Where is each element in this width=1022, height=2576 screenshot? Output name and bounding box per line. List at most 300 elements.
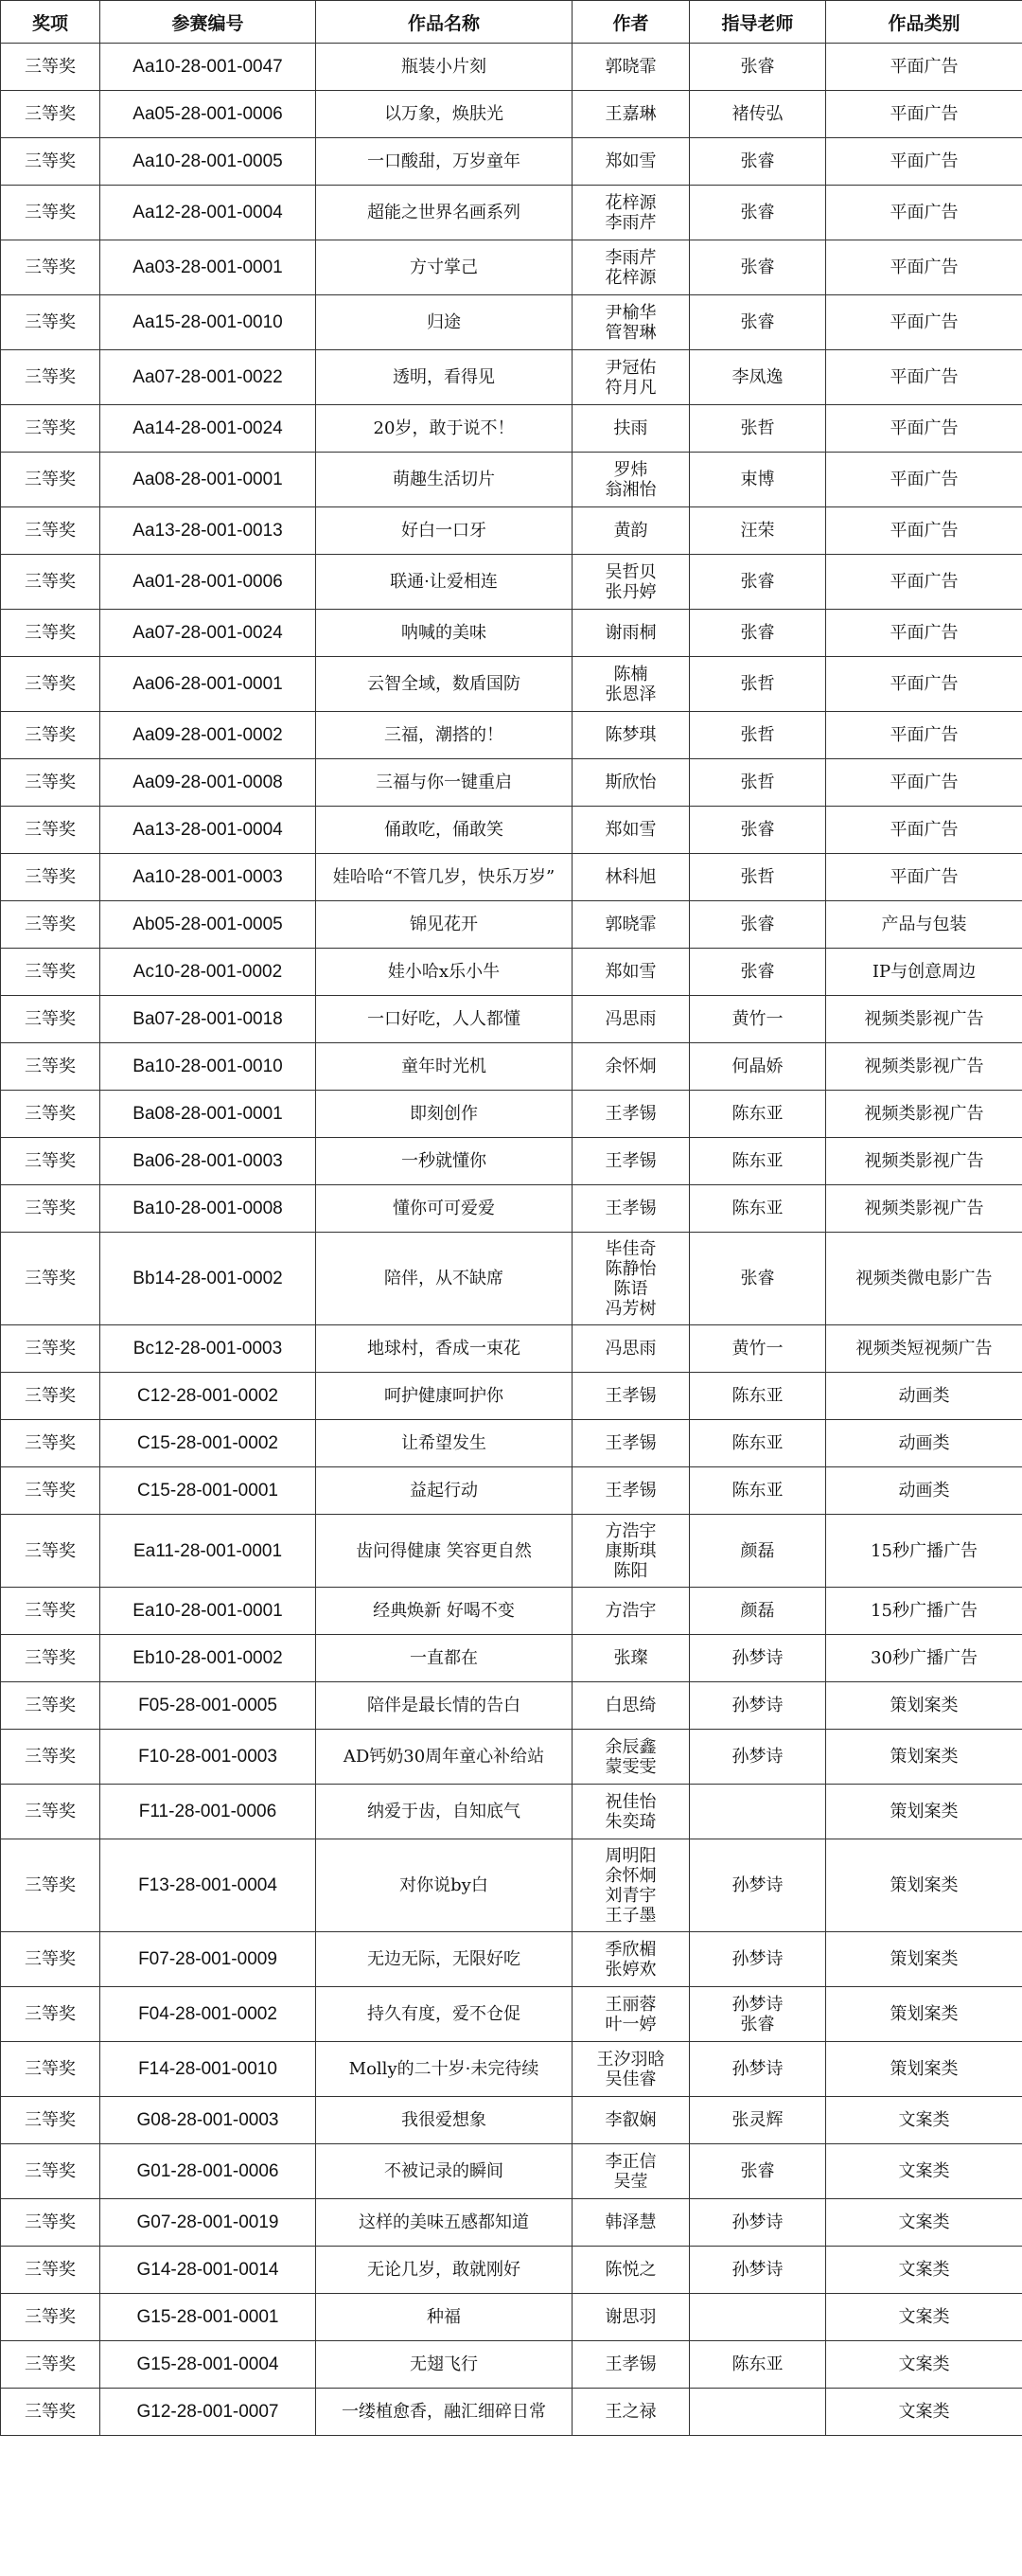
award-cell: 三等奖 xyxy=(1,807,100,854)
title-cell: 即刻创作 xyxy=(316,1091,573,1138)
author-name: 陈静怡 xyxy=(605,1258,657,1279)
advisor-cell xyxy=(690,1420,826,1467)
advisor-name: 李凤逸 xyxy=(731,367,784,387)
category-cell: 30秒广播广告 xyxy=(826,1635,1022,1682)
code-cell: Ab05-28-001-0005 xyxy=(100,901,316,949)
author-name: 李叡娴 xyxy=(605,2110,657,2130)
advisor-cell xyxy=(690,1185,826,1233)
author-name: 王孝锡 xyxy=(605,1104,657,1124)
award-cell: 三等奖 xyxy=(1,1420,100,1467)
table-row xyxy=(1,2247,1022,2294)
award-cell: 三等奖 xyxy=(1,1932,100,1987)
header-category: 作品类别 xyxy=(826,1,1022,44)
category-cell: 文案类 xyxy=(826,2097,1022,2144)
advisor-cell xyxy=(690,1043,826,1091)
code-cell: Ea11-28-001-0001 xyxy=(100,1515,316,1588)
category-cell: 文案类 xyxy=(826,2341,1022,2389)
table-row xyxy=(1,1467,1022,1515)
award-cell: 三等奖 xyxy=(1,712,100,759)
header-author: 作者 xyxy=(573,1,690,44)
category-cell: 文案类 xyxy=(826,2144,1022,2199)
author-cell xyxy=(573,91,690,138)
code-cell: Ac10-28-001-0002 xyxy=(100,949,316,996)
advisor-cell xyxy=(690,2341,826,2389)
author-name: 冯思雨 xyxy=(605,1339,657,1359)
author-cell xyxy=(573,610,690,657)
header-award: 奖项 xyxy=(1,1,100,44)
title-cell: 一缕植愈香，融汇细碎日常 xyxy=(316,2389,573,2436)
advisor-name: 孙梦诗 xyxy=(731,1875,784,1895)
advisor-name: 孙梦诗 xyxy=(731,2260,784,2280)
code-cell: F05-28-001-0005 xyxy=(100,1682,316,1730)
table-row xyxy=(1,901,1022,949)
author-name: 白思绮 xyxy=(605,1696,657,1715)
code-cell: Aa05-28-001-0006 xyxy=(100,91,316,138)
award-cell: 三等奖 xyxy=(1,2042,100,2097)
advisor-name: 张睿 xyxy=(740,312,775,332)
category-cell: 动画类 xyxy=(826,1467,1022,1515)
code-cell: G08-28-001-0003 xyxy=(100,2097,316,2144)
author-cell xyxy=(573,1635,690,1682)
table-row xyxy=(1,1185,1022,1233)
author-cell xyxy=(573,1043,690,1091)
table-row xyxy=(1,2199,1022,2247)
category-cell: 平面广告 xyxy=(826,507,1022,555)
advisor-cell xyxy=(690,1467,826,1515)
award-cell: 三等奖 xyxy=(1,91,100,138)
advisor-cell xyxy=(690,507,826,555)
author-name: 王孝锡 xyxy=(605,2354,657,2374)
title-cell: 益起行动 xyxy=(316,1467,573,1515)
table-row xyxy=(1,2042,1022,2097)
category-cell: 平面广告 xyxy=(826,807,1022,854)
advisor-cell xyxy=(690,2042,826,2097)
title-cell: 无边无际，无限好吃 xyxy=(316,1932,573,1987)
code-cell: Aa10-28-001-0005 xyxy=(100,138,316,186)
advisor-cell xyxy=(690,712,826,759)
author-name: 扶雨 xyxy=(613,418,648,438)
table-row xyxy=(1,1932,1022,1987)
table-row xyxy=(1,2341,1022,2389)
award-cell: 三等奖 xyxy=(1,657,100,712)
table-row xyxy=(1,2294,1022,2341)
award-cell: 三等奖 xyxy=(1,186,100,240)
code-cell: G07-28-001-0019 xyxy=(100,2199,316,2247)
title-cell: 娃小哈x乐小牛 xyxy=(316,949,573,996)
title-cell: 以万象，焕肤光 xyxy=(316,91,573,138)
table-row xyxy=(1,1682,1022,1730)
author-cell xyxy=(573,138,690,186)
author-name: 方浩宇 xyxy=(605,1520,657,1541)
title-cell: 经典焕新 好喝不变 xyxy=(316,1588,573,1635)
author-name: 陈楠 xyxy=(613,664,648,684)
award-cell: 三等奖 xyxy=(1,610,100,657)
advisor-cell xyxy=(690,2199,826,2247)
award-cell: 三等奖 xyxy=(1,1785,100,1839)
category-cell: 视频类影视广告 xyxy=(826,1043,1022,1091)
author-name: 花梓源 xyxy=(605,192,657,213)
award-cell: 三等奖 xyxy=(1,1185,100,1233)
author-name: 郑如雪 xyxy=(605,151,657,171)
advisor-name: 黄竹一 xyxy=(731,1009,784,1029)
author-name: 李雨芹 xyxy=(605,212,657,233)
title-cell: Molly的二十岁·未完待续 xyxy=(316,2042,573,2097)
author-name: 陈阳 xyxy=(613,1560,648,1581)
code-cell: Aa08-28-001-0001 xyxy=(100,453,316,507)
award-cell: 三等奖 xyxy=(1,1325,100,1373)
code-cell: Aa03-28-001-0001 xyxy=(100,240,316,295)
code-cell: Ba07-28-001-0018 xyxy=(100,996,316,1043)
category-cell: 动画类 xyxy=(826,1420,1022,1467)
title-cell: 超能之世界名画系列 xyxy=(316,186,573,240)
code-cell: Aa09-28-001-0002 xyxy=(100,712,316,759)
title-cell: 瓶装小片刻 xyxy=(316,44,573,91)
advisor-name: 张睿 xyxy=(740,2014,775,2034)
title-cell: 萌趣生活切片 xyxy=(316,453,573,507)
author-cell xyxy=(573,854,690,901)
award-cell: 三等奖 xyxy=(1,759,100,807)
code-cell: G15-28-001-0001 xyxy=(100,2294,316,2341)
advisor-name: 陈东亚 xyxy=(731,1433,784,1453)
award-cell: 三等奖 xyxy=(1,1043,100,1091)
advisor-name: 孙梦诗 xyxy=(731,1949,784,1969)
table-row xyxy=(1,240,1022,295)
code-cell: F11-28-001-0006 xyxy=(100,1785,316,1839)
title-cell: 三福与你一键重启 xyxy=(316,759,573,807)
award-cell: 三等奖 xyxy=(1,507,100,555)
author-name: 花梓源 xyxy=(605,267,657,288)
title-cell: 一口好吃，人人都懂 xyxy=(316,996,573,1043)
advisor-name: 束博 xyxy=(740,470,775,489)
table-row xyxy=(1,350,1022,405)
title-cell: 一直都在 xyxy=(316,1635,573,1682)
advisor-name: 孙梦诗 xyxy=(731,2059,784,2079)
code-cell: F14-28-001-0010 xyxy=(100,2042,316,2097)
table-row xyxy=(1,2389,1022,2436)
author-name: 王孝锡 xyxy=(605,1386,657,1406)
advisor-cell xyxy=(690,996,826,1043)
table-row xyxy=(1,1091,1022,1138)
code-cell: C15-28-001-0002 xyxy=(100,1420,316,1467)
author-cell xyxy=(573,186,690,240)
advisor-cell xyxy=(690,1987,826,2042)
code-cell: Aa01-28-001-0006 xyxy=(100,555,316,610)
title-cell: 云智全域，数盾国防 xyxy=(316,657,573,712)
title-cell: 我很爱想象 xyxy=(316,2097,573,2144)
code-cell: Aa10-28-001-0003 xyxy=(100,854,316,901)
advisor-cell xyxy=(690,453,826,507)
code-cell: Eb10-28-001-0002 xyxy=(100,1635,316,1682)
title-cell: 透明，看得见 xyxy=(316,350,573,405)
advisor-name: 颜磊 xyxy=(740,1540,775,1561)
category-cell: 平面广告 xyxy=(826,350,1022,405)
code-cell: Ea10-28-001-0001 xyxy=(100,1588,316,1635)
category-cell: 策划案类 xyxy=(826,1730,1022,1785)
award-cell: 三等奖 xyxy=(1,1091,100,1138)
code-cell: Aa06-28-001-0001 xyxy=(100,657,316,712)
advisor-cell xyxy=(690,657,826,712)
award-cell: 三等奖 xyxy=(1,405,100,453)
table-row xyxy=(1,1839,1022,1932)
author-cell xyxy=(573,1138,690,1185)
author-name: 张璨 xyxy=(613,1648,648,1668)
category-cell: 策划案类 xyxy=(826,1839,1022,1932)
advisor-cell xyxy=(690,555,826,610)
author-name: 陈语 xyxy=(613,1278,648,1299)
advisor-name: 何晶娇 xyxy=(731,1057,784,1076)
title-cell: 方寸掌己 xyxy=(316,240,573,295)
table-row xyxy=(1,1325,1022,1373)
title-cell: 纳爱于齿，自知底气 xyxy=(316,1785,573,1839)
advisor-name: 张睿 xyxy=(740,623,775,643)
code-cell: Aa12-28-001-0004 xyxy=(100,186,316,240)
advisor-cell xyxy=(690,949,826,996)
code-cell: Aa10-28-001-0047 xyxy=(100,44,316,91)
advisor-name: 孙梦诗 xyxy=(731,2212,784,2232)
award-cell: 三等奖 xyxy=(1,1138,100,1185)
table-row xyxy=(1,405,1022,453)
author-name: 王孝锡 xyxy=(605,1433,657,1453)
author-name: 朱奕琦 xyxy=(605,1811,657,1832)
advisor-cell xyxy=(690,854,826,901)
category-cell: 策划案类 xyxy=(826,1932,1022,1987)
advisor-name: 张哲 xyxy=(740,867,775,887)
table-row xyxy=(1,2144,1022,2199)
title-cell: 陪伴是最长情的告白 xyxy=(316,1682,573,1730)
author-cell xyxy=(573,807,690,854)
advisor-cell xyxy=(690,138,826,186)
author-name: 李雨芹 xyxy=(605,247,657,268)
author-name: 周明阳 xyxy=(605,1845,657,1866)
author-name: 吴莹 xyxy=(613,2171,648,2192)
code-cell: Ba06-28-001-0003 xyxy=(100,1138,316,1185)
title-cell: 一口酸甜，万岁童年 xyxy=(316,138,573,186)
advisor-name: 褚传弘 xyxy=(731,104,784,124)
author-cell xyxy=(573,1839,690,1932)
author-name: 李正信 xyxy=(605,2151,657,2172)
title-cell: 这样的美味五感都知道 xyxy=(316,2199,573,2247)
advisor-name: 汪荣 xyxy=(740,521,775,541)
author-cell xyxy=(573,759,690,807)
title-cell: 持久有度，爱不仓促 xyxy=(316,1987,573,2042)
author-cell xyxy=(573,2389,690,2436)
advisor-cell xyxy=(690,1785,826,1839)
category-cell: 平面广告 xyxy=(826,712,1022,759)
category-cell: 视频类微电影广告 xyxy=(826,1233,1022,1325)
author-cell xyxy=(573,405,690,453)
table-body xyxy=(1,44,1022,2436)
author-name: 尹冠佑 xyxy=(605,357,657,378)
table-row xyxy=(1,295,1022,350)
category-cell: 文案类 xyxy=(826,2389,1022,2436)
advisor-cell xyxy=(690,2144,826,2199)
code-cell: F13-28-001-0004 xyxy=(100,1839,316,1932)
author-cell xyxy=(573,1785,690,1839)
advisor-cell xyxy=(690,610,826,657)
advisor-name: 张睿 xyxy=(740,915,775,934)
code-cell: Aa13-28-001-0013 xyxy=(100,507,316,555)
category-cell: 平面广告 xyxy=(826,91,1022,138)
table-row xyxy=(1,1233,1022,1325)
table-row xyxy=(1,996,1022,1043)
author-cell xyxy=(573,712,690,759)
author-cell xyxy=(573,1185,690,1233)
advisor-cell xyxy=(690,759,826,807)
author-name: 陈梦琪 xyxy=(605,725,657,745)
award-cell: 三等奖 xyxy=(1,555,100,610)
author-cell xyxy=(573,2294,690,2341)
advisor-name: 张睿 xyxy=(740,57,775,77)
author-cell xyxy=(573,350,690,405)
category-cell: 平面广告 xyxy=(826,405,1022,453)
category-cell: 平面广告 xyxy=(826,138,1022,186)
category-cell: 平面广告 xyxy=(826,44,1022,91)
advisor-name: 张睿 xyxy=(740,2161,775,2181)
award-cell: 三等奖 xyxy=(1,854,100,901)
award-cell: 三等奖 xyxy=(1,350,100,405)
award-cell: 三等奖 xyxy=(1,1635,100,1682)
category-cell: 平面广告 xyxy=(826,295,1022,350)
advisor-cell xyxy=(690,1932,826,1987)
author-name: 余怀炯 xyxy=(605,1865,657,1886)
category-cell: 产品与包装 xyxy=(826,901,1022,949)
advisor-name: 陈东亚 xyxy=(731,1151,784,1171)
award-cell: 三等奖 xyxy=(1,2097,100,2144)
code-cell: F04-28-001-0002 xyxy=(100,1987,316,2042)
advisor-name: 陈东亚 xyxy=(731,1199,784,1218)
author-cell xyxy=(573,2144,690,2199)
author-name: 蒙雯雯 xyxy=(605,1756,657,1777)
advisor-cell xyxy=(690,901,826,949)
code-cell: Ba08-28-001-0001 xyxy=(100,1091,316,1138)
author-name: 吴佳睿 xyxy=(605,2069,657,2089)
author-name: 王孝锡 xyxy=(605,1151,657,1171)
author-name: 吴哲贝 xyxy=(605,561,657,582)
table-row xyxy=(1,712,1022,759)
code-cell: G01-28-001-0006 xyxy=(100,2144,316,2199)
author-name: 冯芳树 xyxy=(605,1298,657,1319)
category-cell: 文案类 xyxy=(826,2294,1022,2341)
advisor-name: 张哲 xyxy=(740,773,775,792)
award-cell: 三等奖 xyxy=(1,240,100,295)
table-row xyxy=(1,453,1022,507)
category-cell: 平面广告 xyxy=(826,555,1022,610)
title-cell: 无翅飞行 xyxy=(316,2341,573,2389)
award-cell: 三等奖 xyxy=(1,1515,100,1588)
table-row xyxy=(1,759,1022,807)
category-cell: 策划案类 xyxy=(826,1682,1022,1730)
category-cell: 文案类 xyxy=(826,2247,1022,2294)
advisor-name: 孙梦诗 xyxy=(731,1648,784,1668)
title-cell: 童年时光机 xyxy=(316,1043,573,1091)
author-name: 郭晓霏 xyxy=(605,915,657,934)
code-cell: Aa07-28-001-0022 xyxy=(100,350,316,405)
code-cell: Aa15-28-001-0010 xyxy=(100,295,316,350)
table-row xyxy=(1,610,1022,657)
code-cell: Ba10-28-001-0010 xyxy=(100,1043,316,1091)
advisor-cell xyxy=(690,1233,826,1325)
category-cell: 视频类短视频广告 xyxy=(826,1325,1022,1373)
author-cell xyxy=(573,453,690,507)
table-row xyxy=(1,1138,1022,1185)
author-cell xyxy=(573,1373,690,1420)
advisor-cell xyxy=(690,1635,826,1682)
advisor-cell xyxy=(690,1682,826,1730)
advisor-cell xyxy=(690,1091,826,1138)
advisor-cell xyxy=(690,807,826,854)
advisor-cell xyxy=(690,1839,826,1932)
award-cell: 三等奖 xyxy=(1,1588,100,1635)
advisor-name: 张哲 xyxy=(740,418,775,438)
author-cell xyxy=(573,507,690,555)
award-cell: 三等奖 xyxy=(1,2341,100,2389)
title-cell: 娃哈哈“不管几岁，快乐万岁” xyxy=(316,854,573,901)
category-cell: 视频类影视广告 xyxy=(826,1091,1022,1138)
author-cell xyxy=(573,1325,690,1373)
category-cell: 平面广告 xyxy=(826,186,1022,240)
author-name: 尹榆华 xyxy=(605,302,657,323)
award-cell: 三等奖 xyxy=(1,2294,100,2341)
author-name: 王之禄 xyxy=(605,2402,657,2422)
award-cell: 三等奖 xyxy=(1,1839,100,1932)
author-cell xyxy=(573,1987,690,2042)
author-name: 翁湘怡 xyxy=(605,479,657,500)
advisor-cell xyxy=(690,1138,826,1185)
code-cell: Bb14-28-001-0002 xyxy=(100,1233,316,1325)
advisor-cell xyxy=(690,2097,826,2144)
author-name: 余怀炯 xyxy=(605,1057,657,1076)
advisor-cell xyxy=(690,91,826,138)
author-cell xyxy=(573,2042,690,2097)
advisor-cell xyxy=(690,2389,826,2436)
category-cell: 视频类影视广告 xyxy=(826,996,1022,1043)
author-name: 王孝锡 xyxy=(605,1481,657,1501)
advisor-name: 颜磊 xyxy=(740,1601,775,1621)
award-cell: 三等奖 xyxy=(1,44,100,91)
category-cell: 策划案类 xyxy=(826,1785,1022,1839)
author-cell xyxy=(573,1682,690,1730)
advisor-name: 黄竹一 xyxy=(731,1339,784,1359)
advisor-name: 陈东亚 xyxy=(731,1104,784,1124)
advisor-cell xyxy=(690,350,826,405)
advisor-name: 张睿 xyxy=(740,258,775,277)
title-cell: 懂你可可爱爱 xyxy=(316,1185,573,1233)
author-cell xyxy=(573,1515,690,1588)
title-cell: 呵护健康呵护你 xyxy=(316,1373,573,1420)
advisor-cell xyxy=(690,405,826,453)
author-name: 叶一婷 xyxy=(605,2014,657,2034)
title-cell: 让希望发生 xyxy=(316,1420,573,1467)
code-cell: Ba10-28-001-0008 xyxy=(100,1185,316,1233)
author-name: 祝佳怡 xyxy=(605,1791,657,1812)
award-cell: 三等奖 xyxy=(1,1373,100,1420)
author-name: 谢雨桐 xyxy=(605,623,657,643)
author-name: 郑如雪 xyxy=(605,962,657,982)
author-cell xyxy=(573,996,690,1043)
author-name: 罗炜 xyxy=(613,459,648,480)
award-cell: 三等奖 xyxy=(1,996,100,1043)
category-cell: 平面广告 xyxy=(826,240,1022,295)
code-cell: Bc12-28-001-0003 xyxy=(100,1325,316,1373)
category-cell: 策划案类 xyxy=(826,1987,1022,2042)
award-cell: 三等奖 xyxy=(1,295,100,350)
advisor-cell xyxy=(690,44,826,91)
award-cell: 三等奖 xyxy=(1,2144,100,2199)
table-row xyxy=(1,91,1022,138)
table-row xyxy=(1,807,1022,854)
category-cell: 平面广告 xyxy=(826,854,1022,901)
category-cell: 视频类影视广告 xyxy=(826,1138,1022,1185)
